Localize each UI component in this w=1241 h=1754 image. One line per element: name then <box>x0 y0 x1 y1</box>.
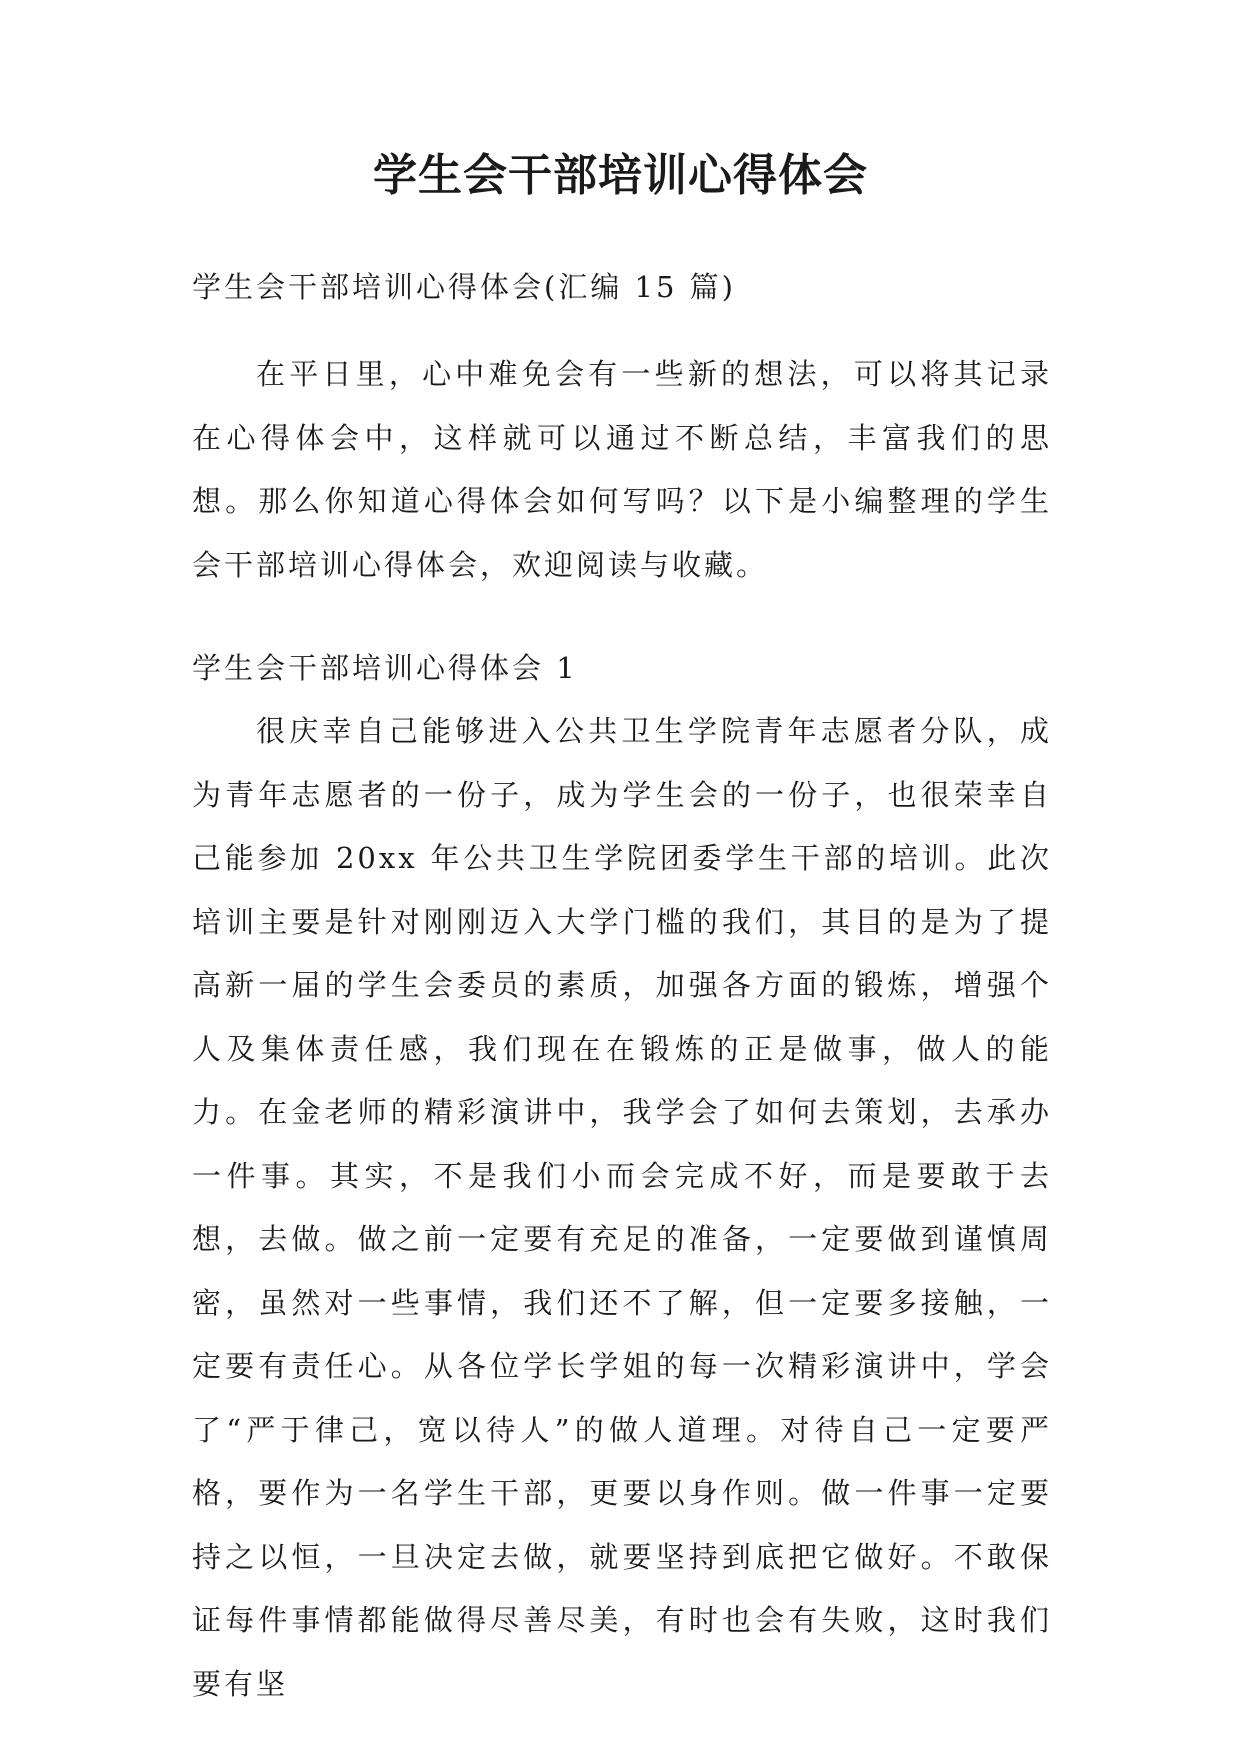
section-1-heading: 学生会干部培训心得体会 1 <box>192 651 578 685</box>
section-1-body: 很庆幸自己能够进入公共卫生学院青年志愿者分队，成为青年志愿者的一份子，成为学生会的一份子，也很荣幸自己能参加 20xx 年公共卫生学院团委学生干部的培训。此次培训主要是针对刚刚迈入大学门槛的我们，其目的是为了提高新一届的学生会委员的素质，加强各方面的锻炼，增强个人及集体责任感，我们现在在锻炼的正是做事，做人的能力。在金老师的精彩演讲中，我学会了如何去策划，去承办一件事。其实，不是我们小而会完成不好，而是要敢于去想，去做。做之前一定要有充足的准备，一定要做到谨慎周密，虽然对一些事情，我们还不了解，但一定要多接触，一定要有责任心。从各位学长学姐的每一次精彩演讲中，学会了“严于律己，宽以待人”的做人道理。对待自己一定要严格，要作为一名学生干部，更要以身作则。做一件事一定要持之以恒，一旦决定去做，就要坚持到底把它做好。不敢保证每件事情都能做得尽善尽美，有时也会有失败，这时我们要有坚 <box>192 714 1052 1701</box>
document-subtitle: 学生会干部培训心得体会(汇编 15 篇) <box>192 270 736 304</box>
document-title: 学生会干部培训心得体会 <box>373 150 868 201</box>
intro-paragraph: 在平日里，心中难免会有一些新的想法，可以将其记录在心得体会中，这样就可以通过不断总结，丰富我们的思想。那么你知道心得体会如何写吗？以下是小编整理的学生会干部培训心得体会，欢迎阅读与收藏。 <box>192 357 1052 582</box>
